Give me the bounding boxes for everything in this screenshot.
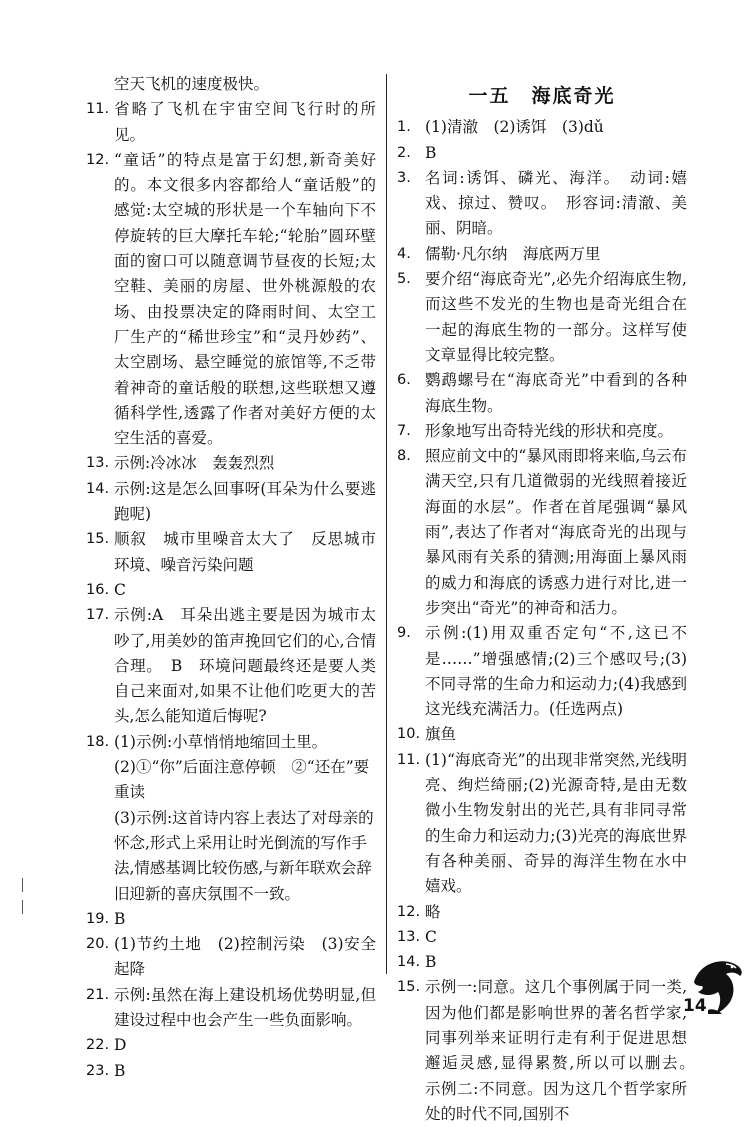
answer-text: 形象地写出奇特光线的形状和亮度。 xyxy=(425,421,674,440)
answer-item xyxy=(397,621,687,722)
answer-number: 3. xyxy=(397,169,411,186)
answer-number: 5. xyxy=(397,271,411,288)
answer-number xyxy=(86,72,114,97)
answer-item xyxy=(397,141,687,166)
answer-number: 14. xyxy=(397,954,421,971)
answer-number: 13. xyxy=(397,928,421,945)
answer-text: (1)示例:小草悄悄地缩回土里。 xyxy=(114,732,328,751)
answer-text: D xyxy=(114,1036,127,1055)
answer-text: 示例一:同意。这几个事例属于同一类,因为他们都是影响世界的著名哲学家,同事列举来证明行走有利于促进思想邂逅灵感,显得累赘,所以可以删去。 示例二:不同意。因为这几个哲学家所处的时代不同,国别不 xyxy=(425,978,703,1123)
margin-mark xyxy=(22,900,23,914)
answer-number: 10. xyxy=(397,726,421,743)
answer-text: 空天飞机的速度极快。 xyxy=(114,75,270,93)
column-divider xyxy=(386,74,387,974)
answer-text: 顺叙 城市里噪音太大了 反思城市环境、噪音污染问题 xyxy=(114,530,376,574)
answer-text: 略 xyxy=(425,902,441,921)
answer-item xyxy=(86,603,376,729)
answer-item xyxy=(86,932,376,983)
answer-item xyxy=(397,748,687,900)
answer-text: (1)清澈 (2)诱饵 (3)dǔ xyxy=(425,118,604,137)
answer-number: 15. xyxy=(397,979,421,996)
answer-text: B xyxy=(425,143,437,162)
answer-number: 20. xyxy=(86,936,110,953)
answer-text: 示例:冷冰冰 轰轰烈烈 xyxy=(114,454,275,473)
answer-text: C xyxy=(425,927,437,946)
answer-text: (1)节约土地 (2)控制污染 (3)安全起降 xyxy=(114,935,376,979)
answer-text: B xyxy=(114,1061,126,1080)
answer-item xyxy=(86,983,376,1034)
answer-item xyxy=(397,925,687,950)
answer-number: 8. xyxy=(397,448,411,465)
answer-item xyxy=(397,267,687,368)
answer-subpart: (2)①“你”后面注意停顿 ②“还在”要重读 xyxy=(114,758,370,802)
margin-mark xyxy=(22,878,23,892)
answer-text: 鹦鹉螺号在“海底奇光”中看到的各种海底生物。 xyxy=(425,371,687,415)
left-column xyxy=(86,72,376,1084)
answer-text: 旗鱼 xyxy=(425,725,457,744)
answer-item xyxy=(86,148,376,452)
answer-text: 示例:这是怎么回事呀(耳朵为什么要逃跑呢) xyxy=(114,479,376,524)
answer-item xyxy=(86,451,376,476)
answer-item xyxy=(397,242,687,267)
answer-number: 6. xyxy=(397,372,411,389)
answer-item xyxy=(397,419,687,444)
answer-text: 名词:诱饵、磷光、海洋。 动词:嬉戏、掠过、赞叹。 形容词:清澈、美丽、阴暗。 xyxy=(425,168,687,238)
answer-text: 儒勒·凡尔纳 海底两万里 xyxy=(425,244,601,263)
answer-item xyxy=(86,1033,376,1058)
answer-number: 9. xyxy=(397,625,411,642)
section-title: 一五 海底奇光 xyxy=(468,85,616,107)
answer-text: 示例:虽然在海上建设机场优势明显,但建设过程中也会产生一些负面影响。 xyxy=(114,985,376,1029)
answer-text: 示例:(1)用双重否定句“不,这已不是……”增强感情;(2)三个感叹号;(3)不同寻常的生命力和运动力;(4)我感到这光线充满活力。(任选两点) xyxy=(425,624,687,719)
answer-item xyxy=(397,950,687,975)
answer-number: 12. xyxy=(397,903,421,920)
answer-text: “童话”的特点是富于幻想,新奇美好的。本文很多内容都给人“童话般”的感觉:太空城的形状是一个车轴向下不停旋转的巨大摩托车轮;“轮胎”圆环壁面的窗口可以随意调节昼夜的长短;太空鞋、美丽的房屋、世外桃源般的农场、由投票决定的降雨时间、太空工厂生产的“稀世珍宝”和“灵丹妙药”、太空剧场、悬空睡觉的旅馆等,不乏带着神奇的童话般的联想,这些联想又遵循科学性,透露了作者对美好方便的太空生活的喜爱。 xyxy=(114,150,376,448)
answer-item xyxy=(86,578,376,603)
answer-text: 要介绍“海底奇光”,必先介绍海底生物,而这些不发光的生物也是奇光组合在一起的海底生物的一部分。这样写使文章显得比较完整。 xyxy=(425,270,687,364)
answer-item xyxy=(397,115,687,140)
answer-item xyxy=(86,527,376,578)
answer-subpart: (3)示例:这首诗内容上表达了对母亲的怀念,形式上采用让时光倒流的写作手法,情感基调比较伤感,与新年联欢会辞旧迎新的喜庆氛围不一致。 xyxy=(114,808,374,903)
answer-number: 11. xyxy=(397,751,421,768)
answer-number: 21. xyxy=(86,986,110,1003)
answer-item xyxy=(86,730,376,755)
answer-text: 示例:A 耳朵出逃主要是因为城市太吵了,用美妙的笛声挽回它们的心,合情合理。 B 环境问题最终还是要人类自己来面对,如果不让他们吃更大的苦头,怎么能知道后悔呢? xyxy=(114,606,376,726)
answer-number: 18. xyxy=(86,733,110,750)
answer-number: 7. xyxy=(397,422,411,439)
answer-text: 照应前文中的“暴风雨即将来临,乌云布满天空,只有几道微弱的光线照着接近海面的水层”。作者在首尾强调“暴风雨”,表达了作者对“海底奇光的出现与暴风雨有关系的猜测;用海面上暴风雨的威力和海底的诱惑力进行对比,进一步突出“奇光”的神奇和活力。 xyxy=(425,447,687,617)
answer-item xyxy=(86,72,376,97)
answer-number: 17. xyxy=(86,607,110,624)
answer-item xyxy=(86,97,376,148)
answer-item xyxy=(397,900,687,925)
answer-number: 4. xyxy=(397,245,411,262)
answer-item xyxy=(397,722,687,747)
answer-number: 13. xyxy=(86,455,110,472)
answer-number: 22. xyxy=(86,1037,110,1054)
answer-text: B xyxy=(425,953,437,972)
answer-item xyxy=(397,166,687,242)
answer-number: 16. xyxy=(86,581,110,598)
answer-item xyxy=(86,907,376,932)
answer-number: 14. xyxy=(86,480,110,497)
answer-number: 15. xyxy=(86,531,110,548)
answer-text: B xyxy=(114,909,126,928)
answer-text: 省略了飞机在宇宙空间飞行时的所见。 xyxy=(114,100,376,144)
answer-text: C xyxy=(114,580,126,599)
answer-text: (1)“海底奇光”的出现非常突然,光线明亮、绚烂绮丽;(2)光源奇特,是由无数微小生物发射出的光芒,具有非同寻常的生命力和运动力;(3)光亮的海底世界有各种美丽、奇异的海洋生物在水中嬉戏。 xyxy=(425,750,687,896)
answer-number: 2. xyxy=(397,144,411,161)
answer-item xyxy=(86,1059,376,1084)
page-number: 14 xyxy=(683,996,707,1016)
answer-item xyxy=(397,368,687,419)
answer-number: 12. xyxy=(86,151,110,168)
answer-number: 1. xyxy=(397,119,411,136)
answer-number: 11. xyxy=(86,101,110,118)
answer-item xyxy=(86,477,376,528)
answer-item xyxy=(397,444,687,621)
answer-number: 19. xyxy=(86,910,110,927)
right-column xyxy=(397,72,703,1127)
answer-number: 23. xyxy=(86,1062,110,1079)
